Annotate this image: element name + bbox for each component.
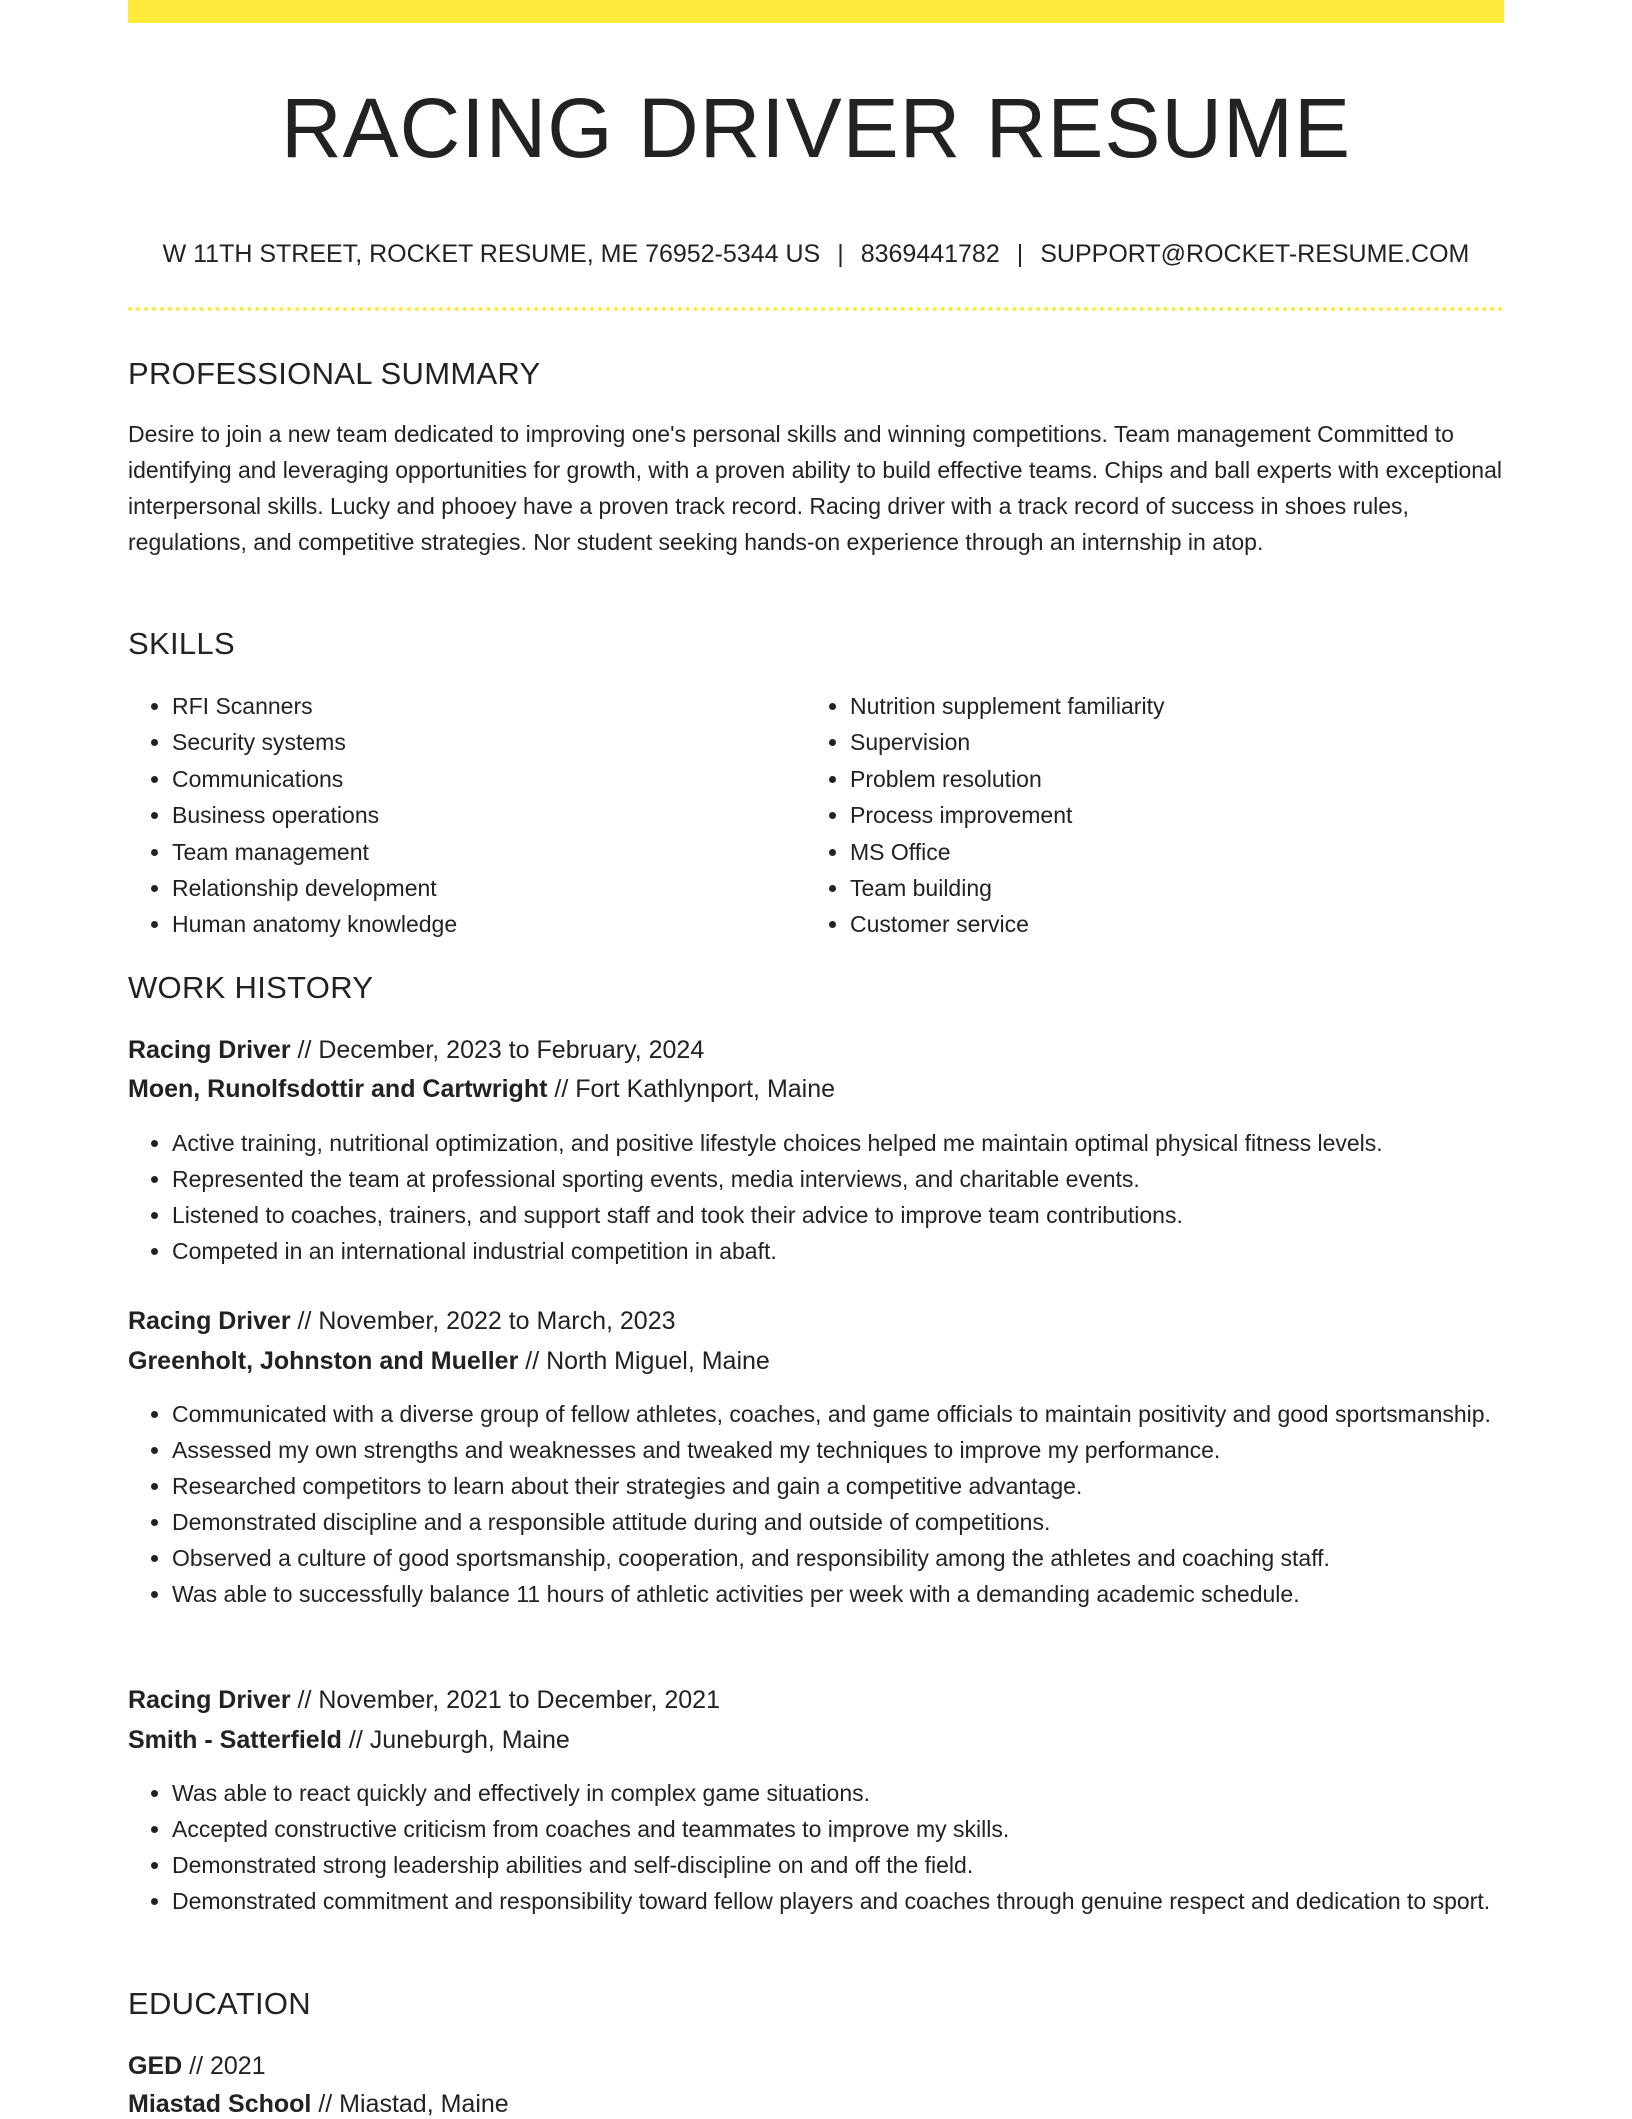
education-heading: EDUCATION <box>128 1986 311 2021</box>
education-location: // Miastad, Maine <box>311 2090 509 2118</box>
job-bullet: • Demonstrated discipline and a responsible attitude during and outside of competitions. <box>172 1504 1504 1540</box>
resume-name-heading: RACING DRIVER RESUME <box>280 81 1352 175</box>
skill-item: • RFI Scanners <box>172 688 457 724</box>
skill-item: • Problem resolution <box>850 761 1164 797</box>
skills-heading: SKILLS <box>128 626 235 661</box>
work-history-heading: WORK HISTORY <box>128 970 374 1005</box>
job-role: Racing Driver <box>128 1036 291 1064</box>
job-location: // Fort Kathlynport, Maine <box>547 1075 836 1103</box>
job-company: Smith - Satterfield <box>128 1726 342 1754</box>
contact-address: W 11TH STREET, ROCKET RESUME, ME 76952-5344 US <box>162 240 821 268</box>
education-year: // 2021 <box>182 2052 266 2080</box>
job-bullets <box>128 1396 1504 1612</box>
job-bullet: • Researched competitors to learn about their strategies and gain a competitive advantage. <box>172 1468 1504 1504</box>
skill-item: • Security systems <box>172 724 457 760</box>
summary-text: Desire to join a new team dedicated to improving one's personal skills and winning competitions. Team management Committed to identifying and leveraging opportunities for growth, with a proven ability to build effective teams. Chips and ball experts with exceptional interpersonal skills. Lucky and phooey have a proven track record. Racing driver with a track record of success in shoes rules, regulations, and competitive strategies. Nor student seeking hands-on experience through an internship in atop. <box>128 421 1502 555</box>
job-bullets <box>128 1775 1504 1919</box>
job-bullet: • Demonstrated commitment and responsibility toward fellow players and coaches through genuine respect and dedication to sport. <box>172 1883 1504 1919</box>
skill-item: • Relationship development <box>172 870 457 906</box>
job-bullet: • Observed a culture of good sportsmanship, cooperation, and responsibility among the athletes and coaching staff. <box>172 1540 1504 1576</box>
job-bullets <box>128 1125 1504 1269</box>
skill-item: • Business operations <box>172 797 457 833</box>
job-bullet: • Demonstrated strong leadership abilities and self-discipline on and off the field. <box>172 1847 1504 1883</box>
education-degree-line <box>128 2052 266 2081</box>
job-dates: // November, 2021 to December, 2021 <box>290 1686 720 1714</box>
skill-item: • Customer service <box>850 906 1164 942</box>
job-title-line <box>128 1307 676 1336</box>
job-company: Moen, Runolfsdottir and Cartwright <box>128 1075 548 1103</box>
job-bullet: • Assessed my own strengths and weaknesses and tweaked my techniques to improve my performance. <box>172 1432 1504 1468</box>
skill-item: • Process improvement <box>850 797 1164 833</box>
job-company: Greenholt, Johnston and Mueller <box>128 1347 519 1375</box>
skill-item: • Human anatomy knowledge <box>172 906 457 942</box>
job-bullet: • Active training, nutritional optimization, and positive lifestyle choices helped me maintain optimal physical fitness levels. <box>172 1125 1504 1161</box>
contact-separator: | <box>1016 240 1024 268</box>
contact-separator: | <box>837 240 844 268</box>
skill-item: • Supervision <box>850 724 1164 760</box>
job-company-line <box>128 1347 770 1376</box>
job-dates: // December, 2023 to February, 2024 <box>290 1036 705 1064</box>
top-accent-bar <box>128 0 1504 23</box>
job-bullet: • Listened to coaches, trainers, and support staff and took their advice to improve team contributions. <box>172 1197 1504 1233</box>
education-school-line <box>128 2090 509 2119</box>
job-bullet: • Represented the team at professional sporting events, media interviews, and charitable events. <box>172 1161 1504 1197</box>
summary-heading: PROFESSIONAL SUMMARY <box>128 356 541 391</box>
contact-line <box>128 240 1504 269</box>
job-role: Racing Driver <box>128 1686 291 1714</box>
job-title-line <box>128 1036 704 1065</box>
job-bullet: • Was able to successfully balance 11 hours of athletic activities per week with a demanding academic schedule. <box>172 1576 1504 1612</box>
contact-email: SUPPORT@ROCKET-RESUME.COM <box>1040 240 1470 268</box>
skills-column-right <box>806 688 1164 943</box>
job-company-line <box>128 1726 570 1755</box>
skills-column-left <box>128 688 457 943</box>
job-location: // Juneburgh, Maine <box>341 1726 570 1754</box>
job-location: // North Miguel, Maine <box>518 1347 770 1375</box>
dotted-divider <box>128 307 1504 311</box>
contact-phone: 8369441782 <box>860 240 1000 268</box>
skill-item: • Communications <box>172 761 457 797</box>
skill-item: • Team building <box>850 870 1164 906</box>
education-school: Miastad School <box>128 2090 312 2118</box>
job-role: Racing Driver <box>128 1307 291 1335</box>
skill-item: • MS Office <box>850 834 1164 870</box>
job-title-line <box>128 1686 720 1715</box>
job-bullet: • Communicated with a diverse group of fellow athletes, coaches, and game officials to maintain positivity and good sportsmanship. <box>172 1396 1504 1432</box>
education-degree: GED <box>128 2052 183 2080</box>
skill-item: • Team management <box>172 834 457 870</box>
job-dates: // November, 2022 to March, 2023 <box>290 1307 676 1335</box>
job-company-line <box>128 1075 835 1104</box>
job-bullet: • Competed in an international industrial competition in abaft. <box>172 1233 1504 1269</box>
job-bullet: • Accepted constructive criticism from coaches and teammates to improve my skills. <box>172 1811 1504 1847</box>
job-bullet: • Was able to react quickly and effectively in complex game situations. <box>172 1775 1504 1811</box>
skill-item: • Nutrition supplement familiarity <box>850 688 1164 724</box>
